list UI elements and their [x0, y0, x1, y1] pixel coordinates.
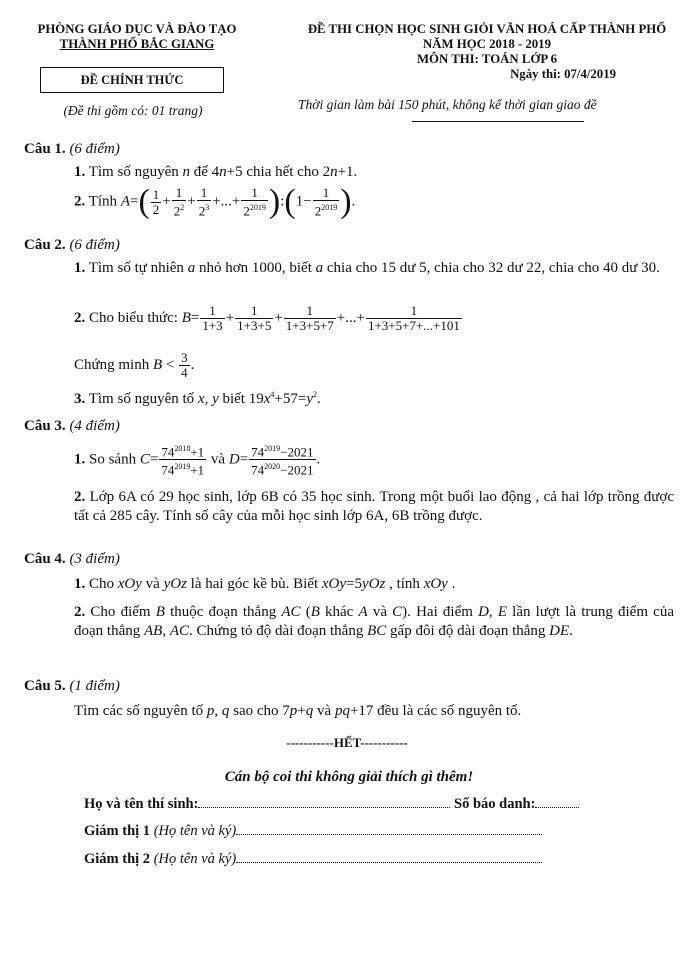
proctor-2-hint: (Họ tên và ký) — [153, 851, 237, 867]
department-header — [12, 22, 262, 52]
proctor-1-hint: (Họ tên và ký) — [153, 823, 237, 839]
proctor-2-label: Giám thị 2 — [84, 851, 151, 867]
question-3-title: Câu 3. (4 điểm) — [24, 418, 120, 434]
question-3-item-1: 1. So sánh C= $\frac{74^{2018}+1}{74^{2019}+1}$ và D= $\frac{74^{2019}-2021}{74^{2020}-2021}$ . — [74, 444, 321, 478]
proctor-1-line — [84, 822, 542, 840]
question-5-item-1: Tìm các số nguyên tố p, q sao cho 7p+q và pq+17 đều là các số nguyên tố. — [74, 703, 522, 719]
candidate-label: Họ và tên thí sinh: — [84, 796, 199, 812]
proctor-2-field[interactable] — [236, 852, 542, 863]
question-1-item-2: 2. Tính A=( $\frac{1}{2}$ + $\frac{1}{2^2}$ + $\frac{1}{2^3}$ +...+ $\frac{1}{2^{2019}}$ ):(1− $\frac{1}{2^{2019}}$ ). — [74, 183, 356, 221]
question-2-item-3: 3. Tìm số nguyên tố x, y biết $19x^4+57=y^2$. — [74, 390, 321, 407]
question-2-item-1: 1. Tìm số tự nhiên a nhỏ hơn 1000, biết a chia cho 15 dư 5, chia cho 32 dư 22, chia cho 40 dư 30. — [74, 260, 660, 276]
question-2-prove: Chứng minh B < $\frac{3}{4}$ . — [74, 350, 195, 380]
header-divider — [412, 121, 584, 122]
sbd-field[interactable] — [535, 797, 579, 808]
pages-note: (Đề thi gồm có: 01 trang) — [63, 103, 203, 118]
time-note: Thời gian làm bài 150 phút, không kể thời gian giao đề — [298, 97, 597, 112]
proctor-1-label: Giám thị 1 — [84, 823, 151, 839]
school-year: NĂM HỌC 2018 - 2019 — [423, 37, 551, 51]
candidate-line — [84, 795, 579, 813]
question-2-item-2: 2. Cho biểu thức: B= $\frac{1}{1+3}$ + $\frac{1}{1+3+5}$ + $\frac{1}{1+3+5+7}$ +...+ $\frac{1}{1+3+5+7+...+101}$ — [74, 303, 460, 333]
question-1-item-1: 1. Tìm số nguyên n để 4n+5 chia hết cho 2n+1. — [74, 164, 358, 180]
subject: MÔN THI: TOÁN LỚP 6 — [416, 52, 558, 66]
dept-line1: PHÒNG GIÁO DỤC VÀ ĐÀO TẠO — [37, 22, 237, 36]
exam-date: Ngày thi: 07/4/2019 — [510, 67, 616, 81]
question-1-title: Câu 1. (6 điểm) — [24, 141, 120, 157]
official-label: ĐỀ CHÍNH THỨC — [40, 67, 224, 93]
question-4-item-2: 2. Cho điểm B thuộc đoạn thẳng AC (B khác A và C). Hai điểm D, E lần lượt là trung điểm của đoạn thẳng AB, AC. Chứng tỏ độ dài đoạn thẳng BC gấp đôi độ dài đoạn thẳng DE. — [74, 604, 674, 639]
proctor-note: Cán bộ coi thi không giải thích gì thêm! — [224, 769, 474, 785]
exam-header — [282, 22, 692, 82]
proctor-2-line — [84, 850, 542, 868]
sbd-label: Số báo danh: — [454, 796, 536, 812]
question-4-title: Câu 4. (3 điểm) — [24, 551, 120, 567]
question-3-item-2: 2. Lớp 6A có 29 học sinh, lớp 6B có 35 học sinh. Trong một buổi lao động , cả hai lớp trồng được tất cả 285 cây. Tính số cây của mỗi học sinh lớp 6A, 6B trồng được. — [74, 489, 674, 524]
question-4-item-1: 1. Cho xOy và yOz là hai góc kề bù. Biết xOy=5yOz , tính xOy . — [74, 576, 456, 592]
end-mark: -----------HẾT----------- — [286, 735, 408, 750]
question-5-title: Câu 5. (1 điểm) — [24, 678, 120, 694]
question-2-title: Câu 2. (6 điểm) — [24, 237, 120, 253]
proctor-1-field[interactable] — [236, 824, 542, 835]
exam-title: ĐỀ THI CHỌN HỌC SINH GIỎI VĂN HOÁ CẤP THÀNH PHỐ — [307, 22, 667, 36]
candidate-name-field[interactable] — [198, 797, 450, 808]
dept-line2: THÀNH PHỐ BẮC GIANG — [59, 37, 215, 51]
